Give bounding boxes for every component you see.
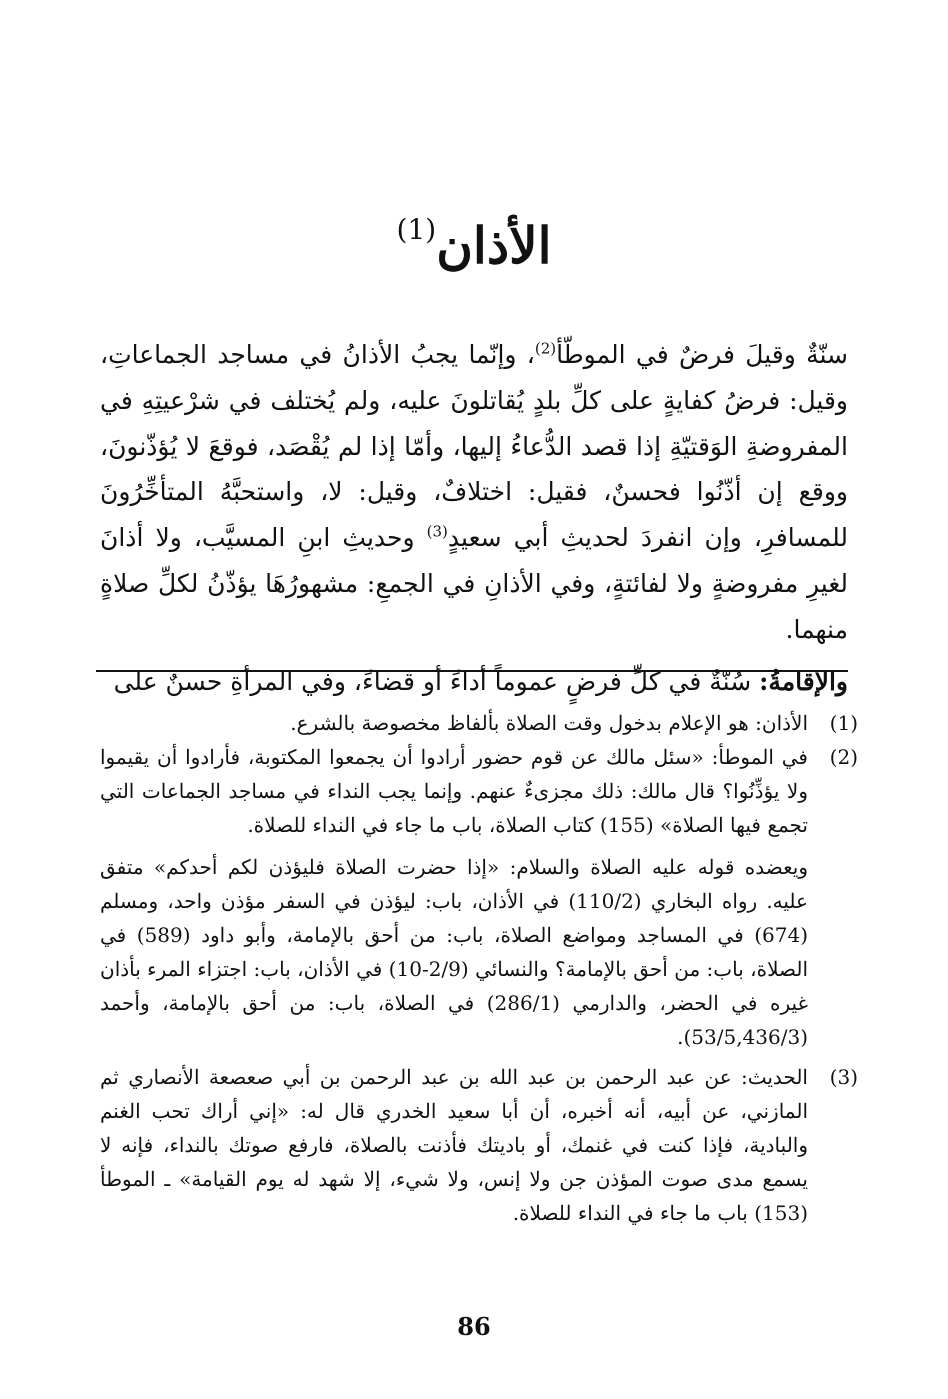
paragraph-adhan	[100, 332, 848, 653]
main-text	[100, 332, 848, 704]
paragraph-adhan-part3: وحديثِ ابنِ المسيَّب، ولا أذانَ لغيرِ مفروضةٍ ولا لفائتةٍ، وفي الأذانِ في الجمعِ: مشهورُهَا يؤذّنُ لكلِّ صلاةٍ منهما.	[100, 523, 848, 644]
footnote-3	[100, 1060, 860, 1230]
footnote-number: (2)	[829, 745, 858, 769]
paragraph-adhan-part1: سنّةٌ وقيلَ فرضٌ في الموطّأ	[556, 340, 848, 369]
footnote-separator	[96, 670, 848, 672]
footnotes	[100, 706, 860, 1230]
footnote-number: (3)	[829, 1065, 858, 1089]
footnote-ref-3: (3)	[426, 522, 448, 541]
iqama-lead: والإقامةُ:	[759, 666, 848, 696]
footnote-text: الأذان: هو الإعلام بدخول وقت الصلاة بألفاظ مخصوصة بالشرع.	[290, 711, 808, 735]
footnote-1	[100, 706, 860, 740]
footnote-2-continuation: ويعضده قوله عليه الصلاة والسلام: «إذا حضرت الصلاة فليؤذن لكم أحدكم» متفق عليه. رواه البخاري (110/2) في الأذان، باب: ليؤذن في السفر مؤذن واحد، ومسلم (674) في المساجد ومواضع الصلاة، باب: من أحق بالإمامة، وأبو داود (589) في الصلاة، باب: من أحق بالإمامة؟ والنسائي (2/9-10) في الأذان، باب: اجتزاء المرء بأذان غيره في الحضر، والدارمي (286/1) في الصلاة، باب: من أحق بالإمامة، وأحمد (53/5,436/3).	[100, 855, 808, 1049]
chapter-title	[0, 190, 948, 286]
iqama-text: سُنّةٌ في كلِّ فرضٍ عموماً أداءً أو قضاءً، وفي المرأةِ حسنٌ على	[113, 666, 760, 696]
footnote-text: في الموطأ: «سئل مالك عن قوم حضور أرادوا أن يجمعوا المكتوبة، فأرادوا أن يقيموا ولا يؤذِّنُوا؟ قال مالك: ذلك مجزىءٌ عنهم. وإنما يجب النداء في مساجد الجماعات التي تجمع فيها الصلاة» (155) كتاب الصلاة، باب ما جاء في النداء للصلاة.	[100, 745, 808, 837]
footnote-number: (1)	[829, 711, 858, 735]
chapter-title-text: الأذان	[436, 216, 552, 275]
footnote-ref-2: (2)	[534, 339, 557, 358]
paragraph-adhan-part2: ، وإنّما يجبُ الأذانُ في مساجد الجماعاتِ، وقيل: فرضُ كفايةٍ على كلِّ بلدٍ يُقاتلونَ عليه، ولم يُختلف في شرْعيتِهِ في المفروضةِ الوَقتيّةِ إذا قصد الدُّعاءُ إليها، وأمّا إذا لم يُقْصَد، فوقعَ لا يُؤذّنونَ، ووقع إن أذّنُوا فحسنٌ، فقيل: اختلافٌ، وقيل: لا، واستحبَّهُ المتأخِّرُونَ للمسافرِ، وإن انفردَ لحديثِ أبي سعيدٍ	[100, 340, 848, 553]
page-number: 86	[457, 1312, 491, 1341]
footnote-2	[100, 740, 860, 842]
paragraph-iqama	[100, 659, 848, 705]
title-footnote-ref: (1)	[396, 213, 437, 246]
footnote-text: الحديث: عن عبد الرحمن بن عبد الله بن عبد الرحمن بن أبي صعصعة الأنصاري ثم المازني، عن أبيه، أنه أخبره، أن أبا سعيد الخدري قال له: «إني أراك تحب الغنم والبادية، فإذا كنت في غنمك، أو باديتك فأذنت بالصلاة، فارفع صوتك بالنداء، فإنه لا يسمع مدى صوت المؤذن جن ولا إنس، ولا شيء، إلا شهد له يوم القيامة» ـ الموطأ (153) باب ما جاء في النداء للصلاة.	[100, 1065, 808, 1225]
